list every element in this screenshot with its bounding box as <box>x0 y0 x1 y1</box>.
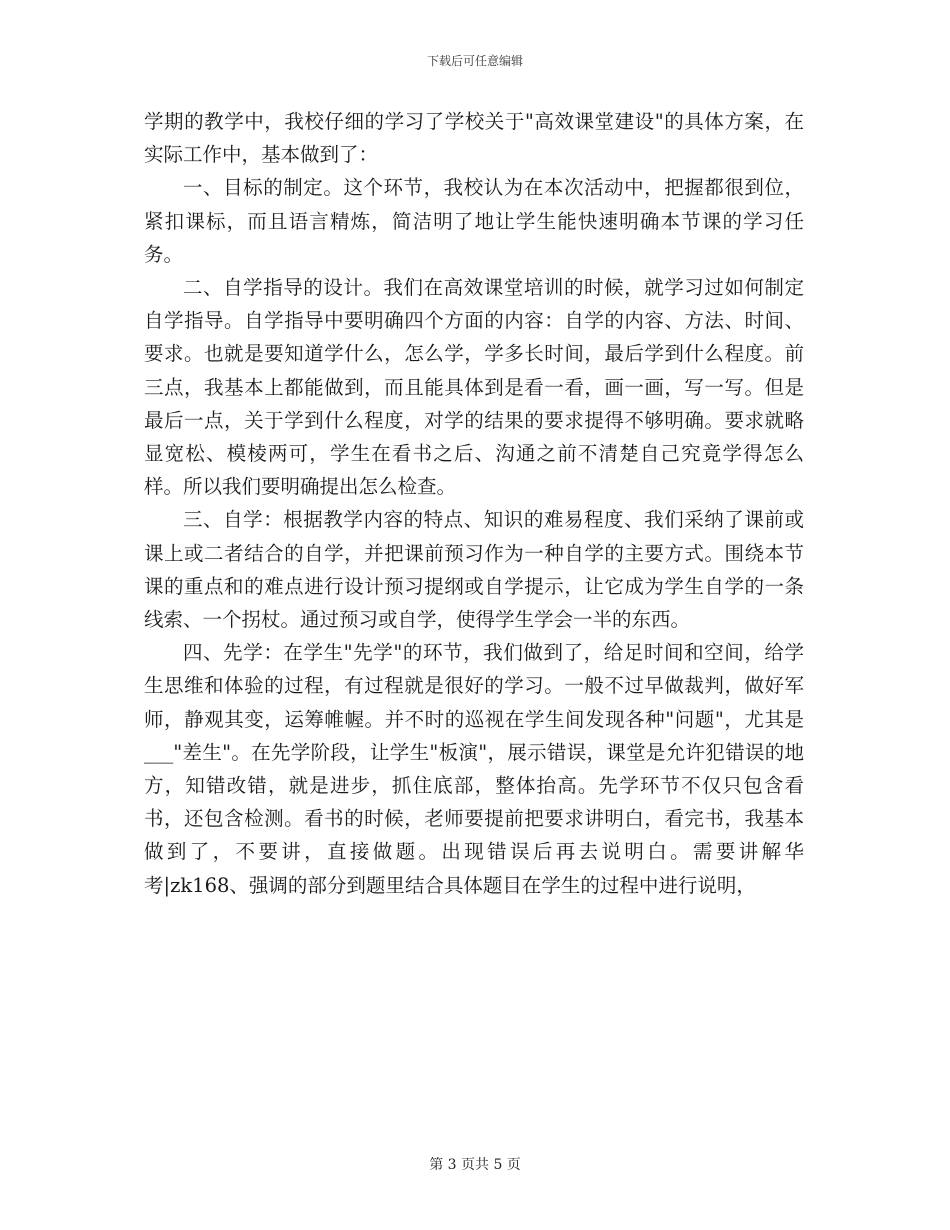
paragraph-self-study-guide: 二、自学指导的设计。我们在高效课堂培训的时候，就学习过如何制定自学指导。自学指导中要明确四个方面的内容：自学的内容、方法、时间、要求。也就是要知道学什么，怎么学，学多长时间，最后学到什么程度。前三点，我基本上都能做到，而且能具体到是看一看，画一画，写一写。但是最后一点，关于学到什么程度，对学的结果的要求提得不够明确。要求就略显宽松、模棱两可，学生在看书之后、沟通之前不清楚自己究竟学得怎么样。所以我们要明确提出怎么检查。 <box>144 276 804 499</box>
paragraph-intro: 学期的教学中，我校仔细的学习了学校关于"高效课堂建设"的具体方案，在实际工作中，基本做到了： <box>144 110 804 167</box>
paragraph-learn-first: 四、先学：在学生"先学"的环节，我们做到了，给足时间和空间，给学生思维和体验的过程，有过程就是很好的学习。一般不过早做裁判，做好军师，静观其变，运筹帷幄。并不时的巡视在学生间发现各种"问题"，尤其是___"差生"。在先学阶段，让学生"板演"，展示错误，课堂是允许犯错误的地方，知错改错，就是进步，抓住底部，整体抬高。先学环节不仅只包含看书，还包含检测。看书的时候，老师要提前把要求讲明白，看完书，我基本做到了，不要讲，直接做题。出现错误后再去说明白。需要讲解华考|zk168、强调的部分到题里结合具体题目在学生的过程中进行说明， <box>144 641 804 897</box>
page-footer: 第 3 页共 5 页 <box>429 1157 521 1173</box>
document-body <box>144 105 804 902</box>
paragraph-goal-setting: 一、目标的制定。这个环节，我校认为在本次活动中，把握都很到位，紧扣课标，而且语言精炼，简洁明了地让学生能快速明确本节课的学习任务。 <box>144 176 804 266</box>
page-header: 下载后可任意编辑 <box>426 54 523 68</box>
paragraph-self-study: 三、自学：根据教学内容的特点、知识的难易程度、我们采纳了课前或课上或二者结合的自学，并把课前预习作为一种自学的主要方式。围绕本节课的重点和的难点进行设计预习提纲或自学提示，让它成为学生自学的一条线索、一个拐杖。通过预习或自学，使得学生学会一半的东西。 <box>144 508 804 632</box>
